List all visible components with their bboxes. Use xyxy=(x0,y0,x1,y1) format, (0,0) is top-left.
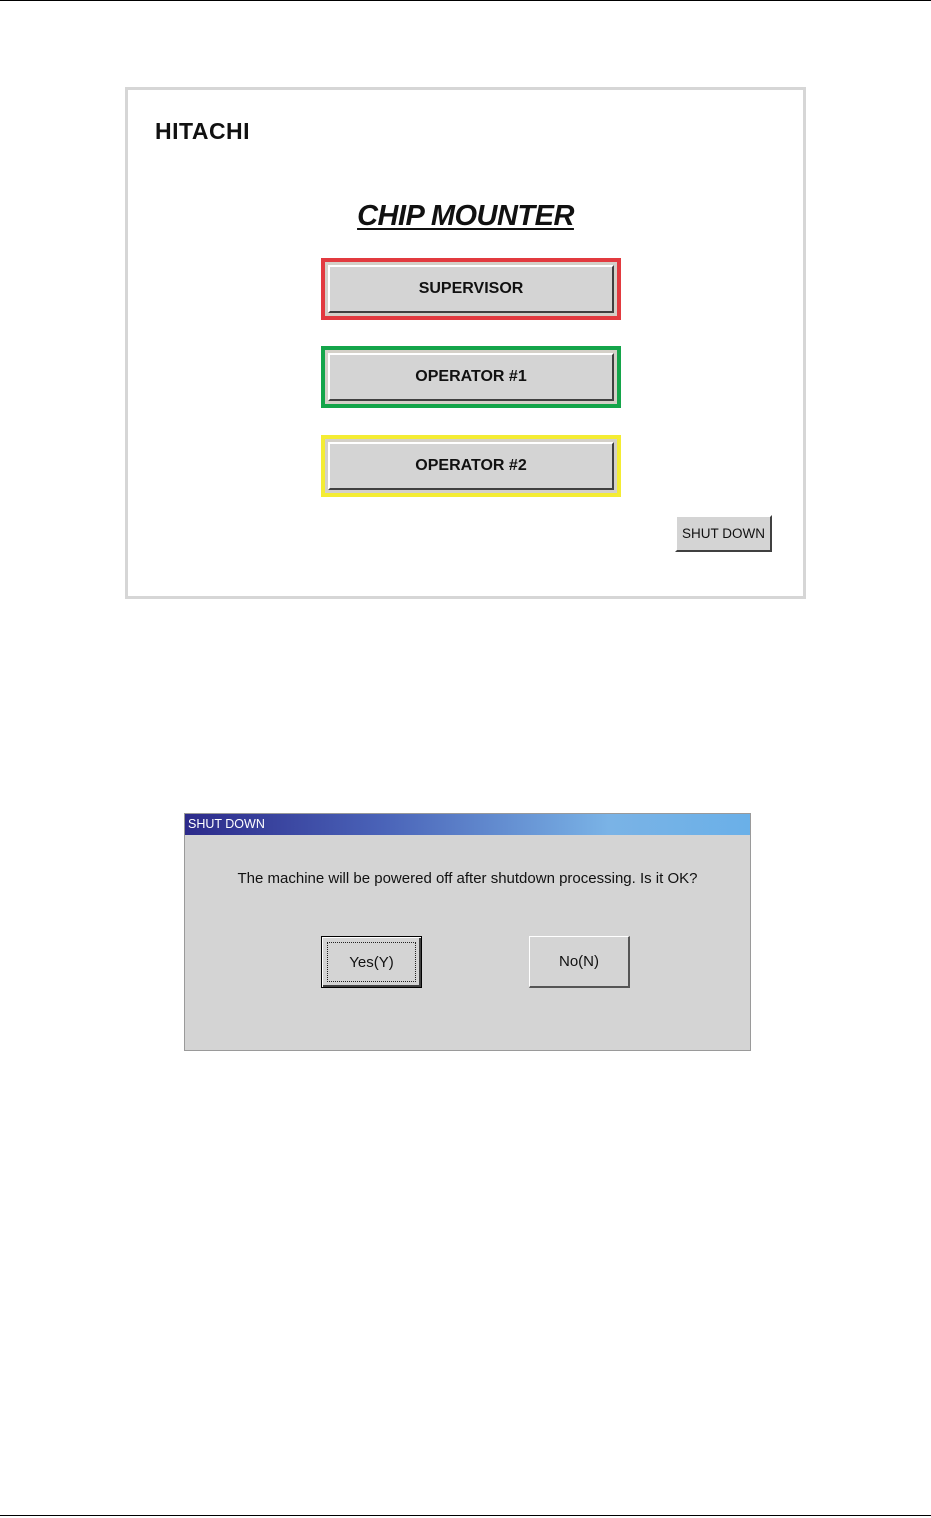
brand-logo: HITACHI xyxy=(155,118,251,144)
dialog-titlebar[interactable] xyxy=(185,814,750,835)
app-title: CHIP MOUNTER xyxy=(357,200,574,232)
supervisor-button-label: SUPERVISOR xyxy=(328,265,614,313)
operator-1-button[interactable] xyxy=(321,346,621,408)
operator-2-button[interactable] xyxy=(321,435,621,497)
shutdown-dialog xyxy=(184,813,751,1051)
shutdown-button[interactable]: SHUT DOWN xyxy=(675,515,772,552)
yes-button-label: Yes(Y) xyxy=(349,953,394,971)
page-bottom-rule xyxy=(0,1515,931,1516)
operator-2-button-label: OPERATOR #2 xyxy=(328,442,614,490)
supervisor-button[interactable] xyxy=(321,258,621,320)
login-screen xyxy=(125,87,806,599)
no-button-label: No(N) xyxy=(559,953,599,970)
page-top-rule xyxy=(0,0,931,1)
dialog-title: SHUT DOWN xyxy=(188,817,265,831)
operator-1-button-label: OPERATOR #1 xyxy=(328,353,614,401)
yes-button[interactable] xyxy=(321,936,422,988)
dialog-message: The machine will be powered off after shutdown processing. Is it OK? xyxy=(237,870,698,887)
no-button[interactable] xyxy=(529,936,630,988)
